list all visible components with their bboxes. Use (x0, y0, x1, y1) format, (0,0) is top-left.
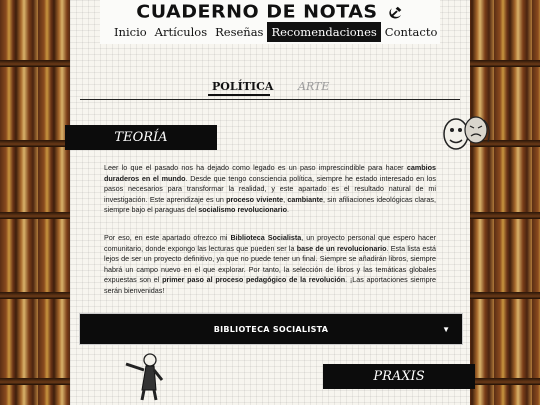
active-tab-underline (208, 94, 270, 96)
library-paragraph: Por eso, en este apartado ofrezco mi Biblioteca Socialista, un proyecto personal que espero hacer comunitario, donde expongo las lecturas que pueden ser la base de un revolucionario. Esta lista está lejos de ser un proyecto definitivo, ya que no puede tener un final. Siempre se añadirán libros, siempre habrá un campo nuevo en el que explorar. Por tanto, la selección de libros y las temáticas globales expuestas son el primer paso al proceso pedagógico de la revolución. ¡Las aportaciones siempre serán bienvenidas! (104, 233, 437, 295)
dropdown-label: BIBLIOTECA SOCIALISTA (213, 324, 329, 334)
nav-recomendaciones[interactable]: Recomendaciones (267, 22, 380, 42)
biblioteca-socialista-dropdown[interactable] (80, 314, 462, 344)
orator-illustration (120, 350, 176, 405)
tab-politica[interactable]: POLÍTICA (212, 80, 274, 93)
nav-resenas[interactable]: Reseñas (215, 25, 264, 39)
site-header (100, 0, 440, 44)
site-title-text: CUADERNO DE NOTAS (136, 1, 378, 23)
intro-paragraph: Leer lo que el pasado nos ha dejado como legado es un paso imprescindible para hacer cambios duraderos en el mundo. Desde que tengo consciencia política, siempre he estado interesado en los pasos necesarios para transformar la realidad, y este apartado es el resultado natural de mi investigación. Este aprendizaje es un proceso viviente, cambiante, sin afiliaciones ideológicas claras, siempre bajo el paraguas del socialismo revolucionario. (104, 163, 436, 215)
nav-articulos[interactable]: Artículos (154, 25, 208, 39)
main-nav (100, 21, 440, 43)
triangle-down-icon: ▼ (442, 325, 450, 334)
section-heading-teoria: TEORÍA (65, 125, 217, 150)
masks-illustration (440, 110, 498, 163)
category-tabs (80, 80, 460, 100)
nav-contacto[interactable]: Contacto (384, 25, 438, 39)
section-heading-praxis: PRAXIS (323, 364, 475, 389)
tab-arte[interactable]: ARTE (298, 80, 330, 93)
nav-inicio[interactable]: Inicio (114, 25, 147, 39)
